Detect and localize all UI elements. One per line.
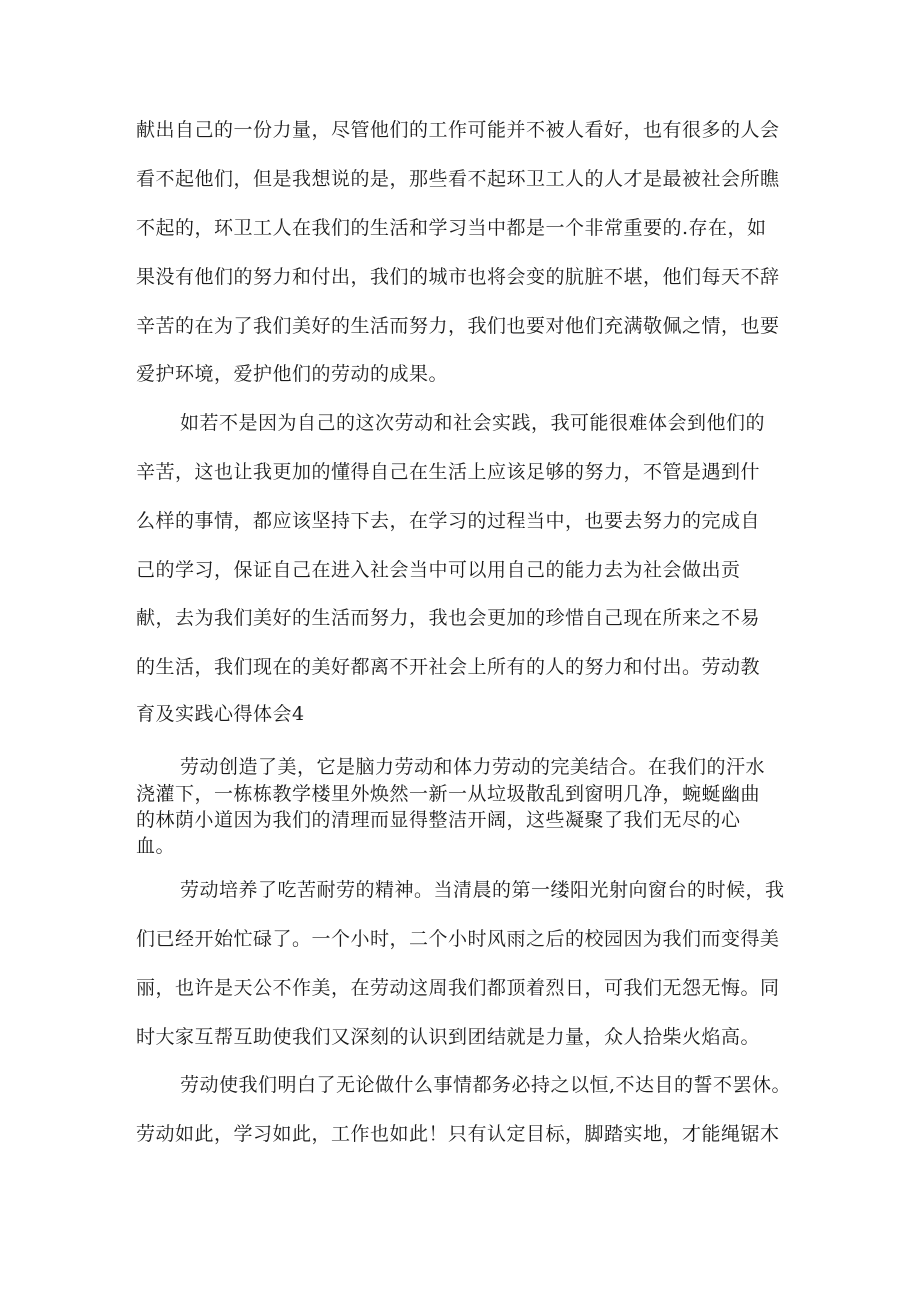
paragraph-2-line-7: 育及实践心得体会4 (136, 703, 305, 725)
paragraph-2-line-2: 辛苦，这也让我更加的懂得自己在生活上应该足够的努力，不管是遇到什 (136, 461, 761, 483)
paragraph-1-line-1: 献出自己的一份力量，尽管他们的工作可能并不被人看好，也有很多的人会 (136, 119, 780, 141)
paragraph-5-line-1: 劳动使我们明白了无论做什么事情都务必持之以恒,不达目的誓不罢休。 (180, 1074, 792, 1096)
paragraph-4-line-2: 们已经开始忙碌了。一个小时，二个小时风雨之后的校园因为我们而变得美 (136, 928, 780, 950)
paragraph-1-line-4: 果没有他们的努力和付出，我们的城市也将会变的肮脏不堪，他们每天不辞 (136, 266, 780, 288)
paragraph-1-line-6: 爱护环境，爱护他们的劳动的成果。 (136, 363, 449, 385)
paragraph-4-line-1: 劳动培养了吃苦耐劳的精神。当清晨的第一缕阳光射向窗台的时候，我 (180, 879, 785, 901)
paragraph-2-line-1: 如若不是因为自己的这次劳动和社会实践，我可能很难体会到他们的 (180, 412, 766, 434)
paragraph-4-line-4: 时大家互帮互助使我们又深刻的认识到团结就是力量，众人拾柴火焰高。 (136, 1026, 761, 1048)
paragraph-2-line-5: 献，去为我们美好的生活而努力，我也会更加的珍惜自己现在所来之不易 (136, 607, 761, 629)
paragraph-5-line-2: 劳动如此，学习如此，工作也如此！只有认定目标，脚踏实地，才能绳锯木 (136, 1123, 780, 1145)
paragraph-2-line-6: 的生活，我们现在的美好都离不开社会上所有的人的努力和付出。劳动教 (136, 656, 761, 678)
paragraph-1-line-5: 辛苦的在为了我们美好的生活而努力，我们也要对他们充满敬佩之情，也要 (136, 315, 780, 337)
paragraph-2-line-4: 己的学习，保证自己在进入社会当中可以用自己的能力去为社会做出贡 (136, 559, 741, 581)
paragraph-1-line-3: 不起的，环卫工人在我们的生活和学习当中都是一个非常重要的.存在，如 (136, 217, 767, 239)
paragraph-3-line-3: 的林荫小道因为我们的清理而显得整洁开阔，这些凝聚了我们无尽的心 (136, 809, 741, 831)
paragraph-3-line-1: 劳动创造了美，它是脑力劳动和体力劳动的完美结合。在我们的汗水 (180, 756, 766, 778)
paragraph-2-line-3: 么样的事情，都应该坚持下去，在学习的过程当中，也要去努力的完成自 (136, 510, 761, 532)
paragraph-3-line-4: 血。 (136, 835, 176, 857)
paragraph-3-line-2: 浇灌下，一栋栋教学楼里外焕然一新一从垃圾散乱到窗明几净，蜿蜒幽曲 (136, 783, 761, 805)
paragraph-4-line-3: 丽，也许是天公不作美，在劳动这周我们都顶着烈日，可我们无怨无悔。同 (136, 977, 780, 999)
paragraph-1-line-2: 看不起他们，但是我想说的是，那些看不起环卫工人的人才是最被社会所瞧 (136, 168, 780, 190)
